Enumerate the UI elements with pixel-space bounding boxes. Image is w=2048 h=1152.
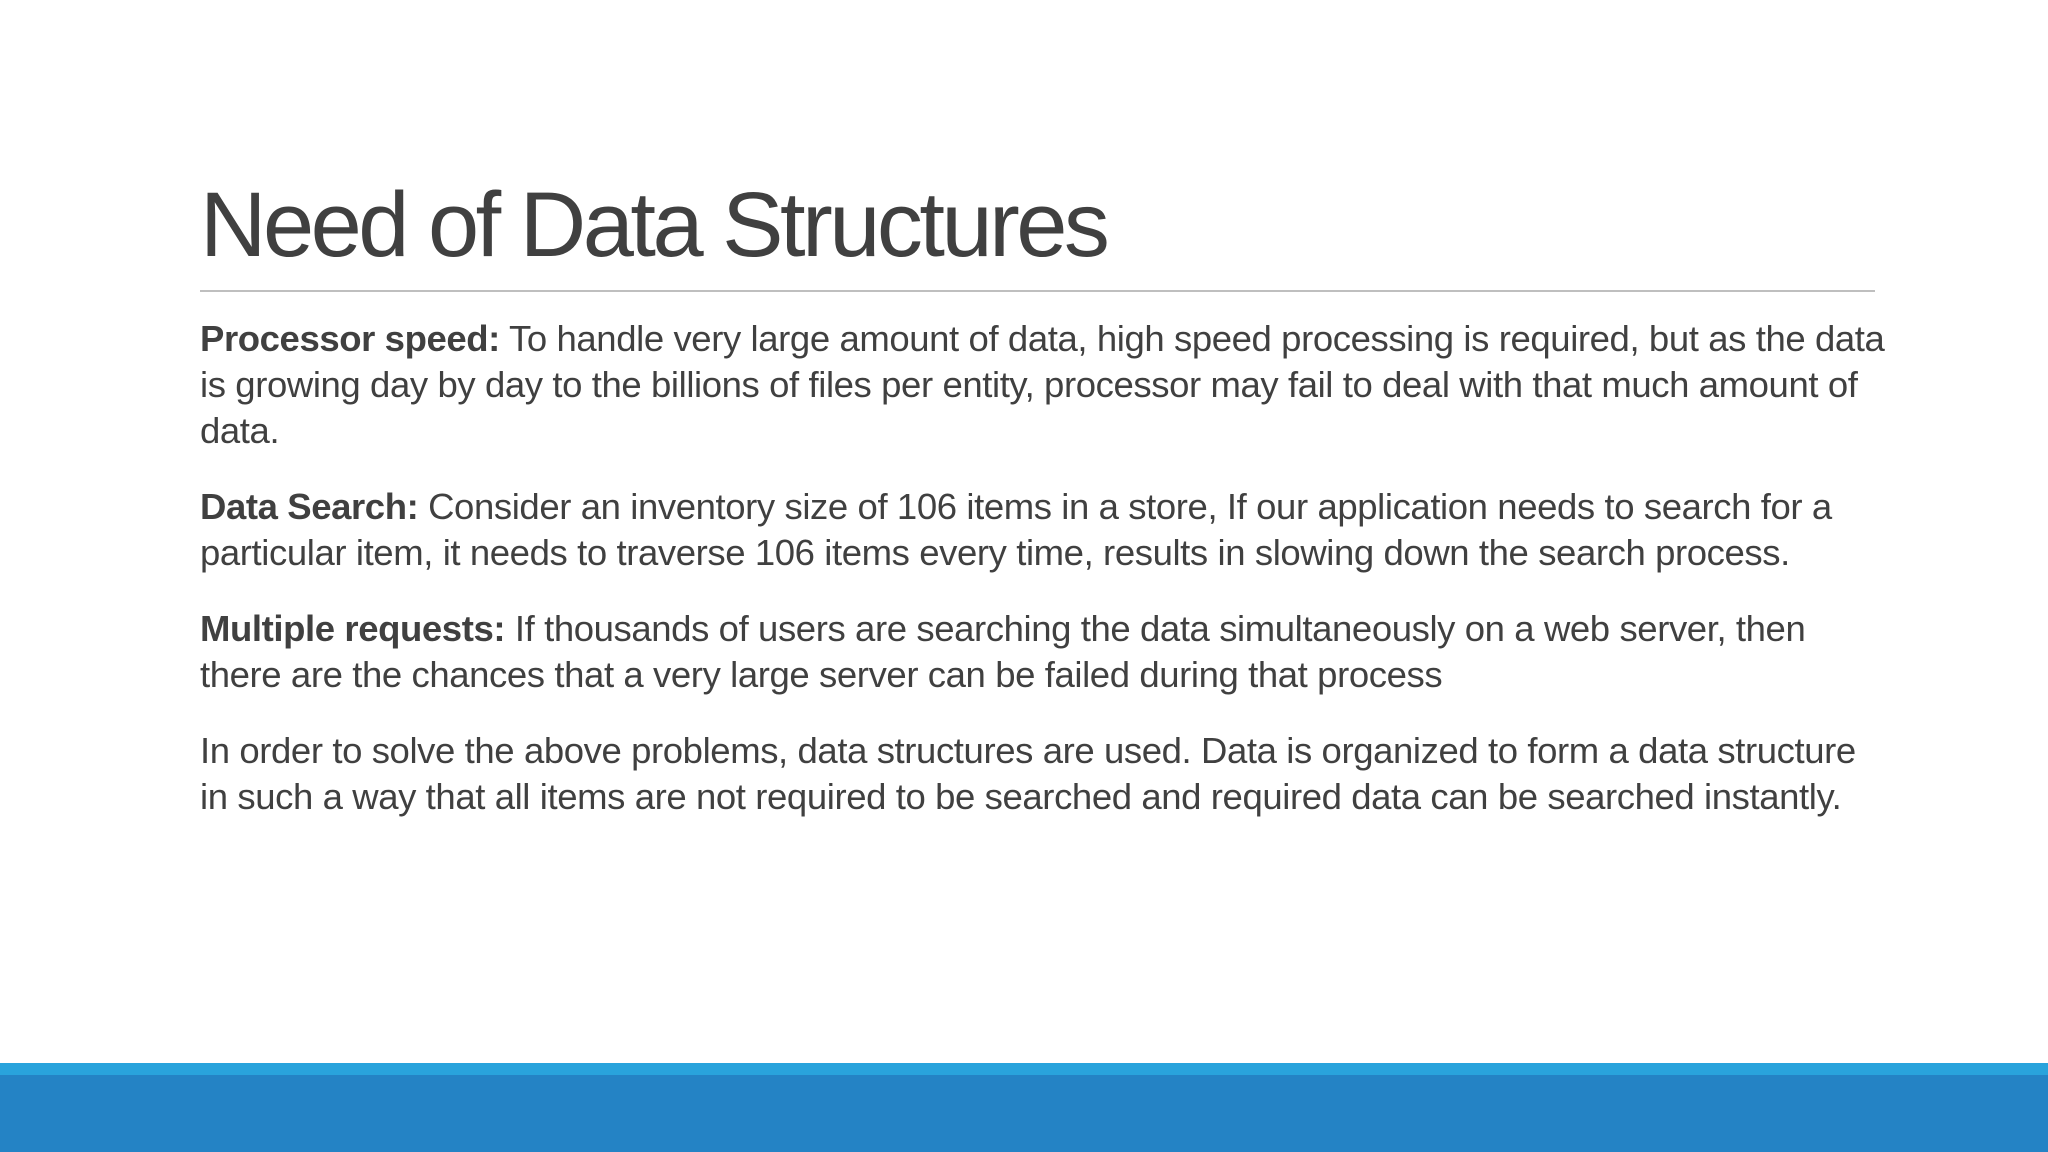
paragraph-conclusion xyxy=(200,728,1890,820)
paragraph-text: To handle very large amount of data, high speed processing is required, but as the data is growing day by day to the billions of files per entity, processor may fail to deal with that much amount of data. xyxy=(200,318,1885,451)
footer-band-dark xyxy=(0,1075,2048,1152)
paragraph-multiple-requests xyxy=(200,606,1890,698)
paragraph-text: Consider an inventory size of 106 items in a store, If our application needs to search for a particular item, it needs to traverse 106 items every time, results in slowing down the search process. xyxy=(200,486,1832,573)
slide-title: Need of Data Structures xyxy=(200,174,1107,276)
paragraph-text: In order to solve the above problems, data structures are used. Data is organized to form a data structure in such a way that all items are not required to be searched and required data can be searched instantly. xyxy=(200,730,1856,817)
paragraph-lead: Data Search: xyxy=(200,486,419,527)
paragraph-processor-speed xyxy=(200,316,1890,454)
paragraph-lead: Processor speed: xyxy=(200,318,500,359)
footer-band-light xyxy=(0,1063,2048,1075)
title-divider xyxy=(200,290,1875,292)
paragraph-lead: Multiple requests: xyxy=(200,608,506,649)
slide-body xyxy=(200,316,1890,850)
paragraph-text: If thousands of users are searching the data simultaneously on a web server, then there are the chances that a very large server can be failed during that process xyxy=(200,608,1806,695)
paragraph-data-search xyxy=(200,484,1890,576)
